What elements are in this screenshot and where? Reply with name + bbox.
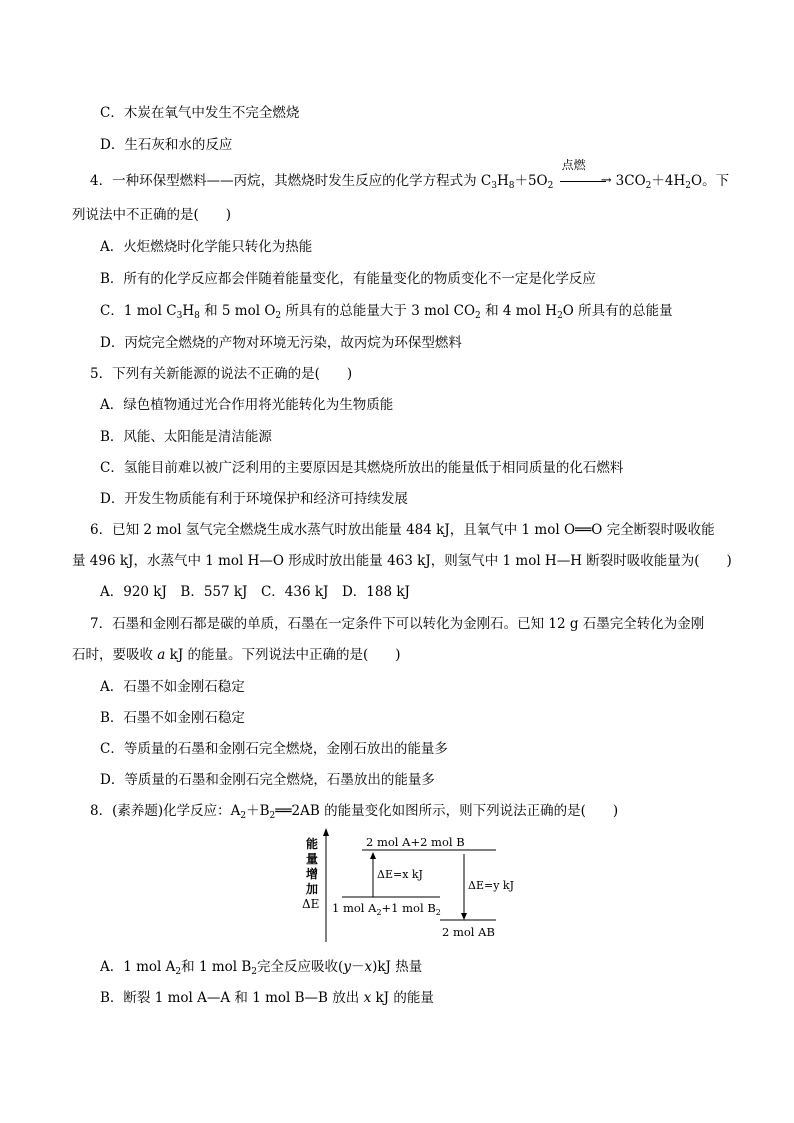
yaxis-char-4: 加 xyxy=(306,882,319,896)
q5-stem: 5．下列有关新能源的说法不正确的是( ) xyxy=(90,366,353,382)
q6-stem-line1: 6．已知 2 mol 氢气完全燃烧生成水蒸气时放出能量 484 kJ，且氧气中 1 mol O══O 完全断裂时吸收能 xyxy=(90,522,715,538)
q7-option-c: C．等质量的石墨和金刚石完全燃烧，金刚石放出的能量多 xyxy=(100,741,448,757)
q7-stem-line2: 石时，要吸收 a kJ 的能量。下列说法中正确的是( ) xyxy=(72,647,401,663)
energy-level-diagram xyxy=(296,826,536,946)
reaction-arrow: 点燃 → xyxy=(561,158,612,188)
q4-stem-line1: 4．一种环保型燃料——丙烷，其燃烧时发生反应的化学方程式为 $C_3H_8+5O_2$ 点燃 → $3CO_2+4H_2O$。下 xyxy=(90,158,730,191)
q4-option-c: C．1 mol $C_3H_8$ 和 5 mol $O_2$ 所具有的总能量大于 3 mol $CO_2$ 和 4 mol $H_2O$ 所具有的总能量 xyxy=(100,303,673,321)
delta-y-label: ΔE=y kJ xyxy=(468,879,514,892)
q5-option-d: D．开发生物质能有利于环境保护和经济可持续发展 xyxy=(100,491,408,507)
yaxis-char-2: 量 xyxy=(306,852,319,866)
q8-option-a: A．1 mol $A_2$和 1 mol $B_2$完全反应吸收(y－x)kJ 热量 xyxy=(100,959,423,977)
yaxis-char-1: 能 xyxy=(306,837,319,851)
q4-option-a: A．火炬燃烧时化学能只转化为热能 xyxy=(100,239,313,255)
q7-stem-line1: 7．石墨和金刚石都是碳的单质，石墨在一定条件下可以转化为金刚石。已知 12 g 石墨完全转化为金刚 xyxy=(90,616,705,632)
reactant-level-label: 1 mol $A_2+1$ mol $B_2$ xyxy=(332,901,441,917)
axis-arrow-icon xyxy=(323,828,329,836)
product-level-label: 2 mol AB xyxy=(442,925,495,939)
q4-option-b: B．所有的化学反应都会伴随着能量变化，有能量变化的物质变化不一定是化学反应 xyxy=(100,271,596,287)
q6-options: A．920 kJ B．557 kJ C．436 kJ D．188 kJ xyxy=(100,584,410,600)
delta-x-label: ΔE=x kJ xyxy=(377,868,423,881)
reaction-condition: 点燃 xyxy=(561,158,586,172)
q5-option-b: B．风能、太阳能是清洁能源 xyxy=(100,429,272,445)
q7-option-d: D．等质量的石墨和金刚石完全燃烧，石墨放出的能量多 xyxy=(100,772,435,788)
q7-option-a: A．石墨不如金刚石稳定 xyxy=(100,679,245,695)
yaxis-delta: ΔE xyxy=(302,897,320,911)
delta-x-arrowhead-icon xyxy=(370,852,376,859)
q3-option-c: C．木炭在氧气中发生不完全燃烧 xyxy=(100,105,300,121)
q8-option-b: B．断裂 1 mol A—A 和 1 mol B—B 放出 x kJ 的能量 xyxy=(100,990,434,1006)
top-level-label: 2 mol A+2 mol B xyxy=(366,835,465,849)
q5-option-a: A．绿色植物通过光合作用将光能转化为生物质能 xyxy=(100,397,394,413)
q7-option-b: B．石墨不如金刚石稳定 xyxy=(100,710,245,726)
q5-option-c: C．氢能目前难以被广泛利用的主要原因是其燃烧所放出的能量低于相同质量的化石燃料 xyxy=(100,460,624,476)
q4-option-d: D．丙烷完全燃烧的产物对环境无污染，故丙烷为环保型燃料 xyxy=(100,335,462,351)
q3-option-d: D．生石灰和水的反应 xyxy=(100,137,233,153)
q8-stem: 8．(素养题)化学反应：$A_2+B_2══2AB$ 的能量变化如图所示，则下列说法正确的是( ) xyxy=(90,803,619,821)
q6-stem-line2: 量 496 kJ，水蒸气中 1 mol H—O 形成时放出能量 463 kJ，则氢气中 1 mol H—H 断裂时吸收能量为( ) xyxy=(72,553,732,569)
delta-y-arrowhead-icon xyxy=(461,913,467,920)
q4-stem-line2: 列说法中不正确的是( ) xyxy=(72,207,232,223)
yaxis-char-3: 增 xyxy=(306,867,319,881)
